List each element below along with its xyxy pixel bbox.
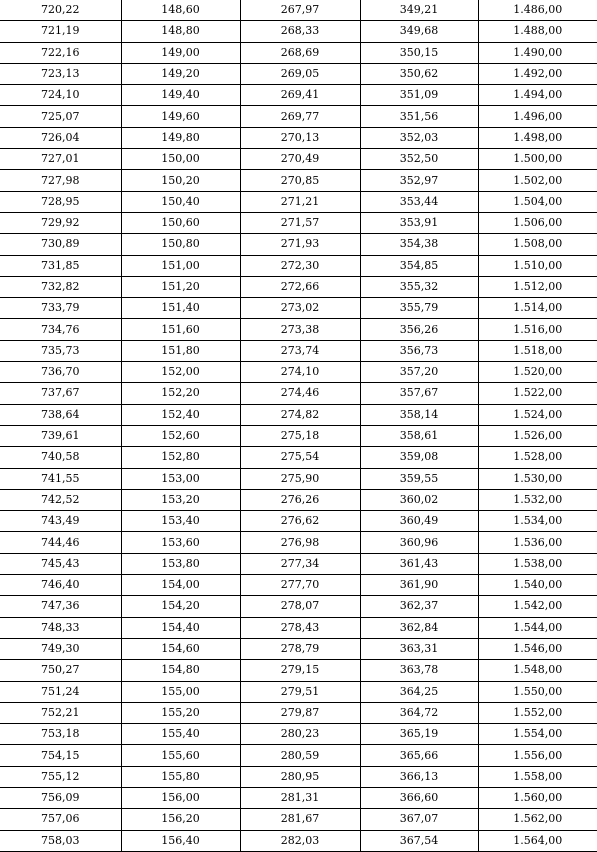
table-cell-col-0: 754,15 (0, 745, 121, 766)
table-cell-col-1: 156,40 (121, 830, 240, 851)
table-cell-col-4: 1.508,00 (478, 234, 597, 255)
table-cell-col-1: 149,40 (121, 85, 240, 106)
table-cell-col-4: 1.536,00 (478, 532, 597, 553)
table-cell-col-3: 361,43 (360, 553, 478, 574)
table-row (0, 234, 597, 255)
table-cell-col-2: 275,90 (240, 468, 360, 489)
table-cell-col-0: 756,09 (0, 787, 121, 808)
table-cell-col-0: 720,22 (0, 0, 121, 21)
table-cell-col-3: 351,56 (360, 106, 478, 127)
table-cell-col-4: 1.518,00 (478, 340, 597, 361)
table-row (0, 830, 597, 851)
table-cell-col-0: 751,24 (0, 681, 121, 702)
table-cell-col-3: 357,20 (360, 362, 478, 383)
table-cell-col-0: 750,27 (0, 660, 121, 681)
table-row (0, 319, 597, 340)
table-cell-col-4: 1.524,00 (478, 404, 597, 425)
table-cell-col-1: 156,20 (121, 809, 240, 830)
table-cell-col-3: 360,96 (360, 532, 478, 553)
table-cell-col-3: 362,37 (360, 596, 478, 617)
table-cell-col-1: 151,00 (121, 255, 240, 276)
table-cell-col-4: 1.532,00 (478, 489, 597, 510)
table-cell-col-0: 726,04 (0, 127, 121, 148)
table-cell-col-1: 151,60 (121, 319, 240, 340)
table-cell-col-4: 1.486,00 (478, 0, 597, 21)
table-cell-col-1: 151,80 (121, 340, 240, 361)
table-cell-col-3: 354,85 (360, 255, 478, 276)
table-row (0, 553, 597, 574)
table-cell-col-0: 749,30 (0, 638, 121, 659)
table-cell-col-3: 356,26 (360, 319, 478, 340)
table-cell-col-2: 277,70 (240, 575, 360, 596)
table-cell-col-3: 350,62 (360, 63, 478, 84)
table-row (0, 276, 597, 297)
table-cell-col-1: 153,60 (121, 532, 240, 553)
table-row (0, 766, 597, 787)
table-row (0, 511, 597, 532)
table-row (0, 191, 597, 212)
table-row (0, 489, 597, 510)
table-cell-col-1: 152,20 (121, 383, 240, 404)
table-cell-col-2: 267,97 (240, 0, 360, 21)
table-row (0, 63, 597, 84)
table-cell-col-4: 1.534,00 (478, 511, 597, 532)
table-cell-col-0: 737,67 (0, 383, 121, 404)
table-cell-col-3: 358,14 (360, 404, 478, 425)
table-cell-col-1: 155,00 (121, 681, 240, 702)
table-cell-col-1: 155,60 (121, 745, 240, 766)
table-cell-col-3: 367,54 (360, 830, 478, 851)
table-cell-col-2: 269,77 (240, 106, 360, 127)
table-cell-col-3: 356,73 (360, 340, 478, 361)
table-cell-col-0: 739,61 (0, 425, 121, 446)
table-cell-col-3: 350,15 (360, 42, 478, 63)
table-row (0, 425, 597, 446)
table-cell-col-0: 752,21 (0, 702, 121, 723)
table-cell-col-4: 1.526,00 (478, 425, 597, 446)
table-cell-col-4: 1.490,00 (478, 42, 597, 63)
table-cell-col-1: 152,80 (121, 447, 240, 468)
table-cell-col-2: 278,07 (240, 596, 360, 617)
table-row (0, 170, 597, 191)
table-cell-col-0: 723,13 (0, 63, 121, 84)
table-cell-col-3: 351,09 (360, 85, 478, 106)
table-cell-col-0: 758,03 (0, 830, 121, 851)
table-cell-col-4: 1.504,00 (478, 191, 597, 212)
table-cell-col-1: 152,00 (121, 362, 240, 383)
table-cell-col-3: 355,32 (360, 276, 478, 297)
table-cell-col-4: 1.530,00 (478, 468, 597, 489)
table-cell-col-2: 278,43 (240, 617, 360, 638)
table-cell-col-2: 280,95 (240, 766, 360, 787)
table-cell-col-2: 281,67 (240, 809, 360, 830)
table-cell-col-2: 278,79 (240, 638, 360, 659)
table-cell-col-4: 1.500,00 (478, 149, 597, 170)
table-cell-col-2: 273,74 (240, 340, 360, 361)
table-cell-col-2: 276,62 (240, 511, 360, 532)
table-cell-col-1: 154,00 (121, 575, 240, 596)
table-cell-col-1: 153,00 (121, 468, 240, 489)
table-cell-col-0: 724,10 (0, 85, 121, 106)
table-cell-col-2: 274,82 (240, 404, 360, 425)
table-cell-col-3: 349,68 (360, 21, 478, 42)
table-cell-col-0: 738,64 (0, 404, 121, 425)
table-cell-col-1: 148,60 (121, 0, 240, 21)
table-cell-col-1: 148,80 (121, 21, 240, 42)
table-row (0, 255, 597, 276)
table-cell-col-3: 365,19 (360, 724, 478, 745)
table-cell-col-3: 353,91 (360, 212, 478, 233)
table-row (0, 0, 597, 21)
table-cell-col-0: 731,85 (0, 255, 121, 276)
table-cell-col-0: 727,01 (0, 149, 121, 170)
table-cell-col-4: 1.542,00 (478, 596, 597, 617)
table-cell-col-3: 366,60 (360, 787, 478, 808)
table-cell-col-4: 1.560,00 (478, 787, 597, 808)
table-row (0, 127, 597, 148)
table-cell-col-2: 271,93 (240, 234, 360, 255)
table-cell-col-1: 149,00 (121, 42, 240, 63)
table-cell-col-2: 270,85 (240, 170, 360, 191)
table-cell-col-1: 150,00 (121, 149, 240, 170)
table-cell-col-0: 732,82 (0, 276, 121, 297)
table-cell-col-3: 358,61 (360, 425, 478, 446)
table-cell-col-2: 279,87 (240, 702, 360, 723)
table-cell-col-4: 1.562,00 (478, 809, 597, 830)
table-cell-col-1: 154,60 (121, 638, 240, 659)
table-cell-col-1: 152,40 (121, 404, 240, 425)
table-cell-col-0: 755,12 (0, 766, 121, 787)
table-cell-col-0: 745,43 (0, 553, 121, 574)
table-cell-col-3: 367,07 (360, 809, 478, 830)
table-cell-col-2: 269,05 (240, 63, 360, 84)
table-cell-col-3: 359,08 (360, 447, 478, 468)
table-cell-col-4: 1.548,00 (478, 660, 597, 681)
table-cell-col-2: 275,54 (240, 447, 360, 468)
table-row (0, 106, 597, 127)
table-cell-col-4: 1.554,00 (478, 724, 597, 745)
table-cell-col-2: 282,03 (240, 830, 360, 851)
table-row (0, 212, 597, 233)
table-cell-col-2: 268,69 (240, 42, 360, 63)
table-cell-col-3: 359,55 (360, 468, 478, 489)
table-cell-col-0: 734,76 (0, 319, 121, 340)
table-cell-col-4: 1.516,00 (478, 319, 597, 340)
table-cell-col-1: 151,20 (121, 276, 240, 297)
table-cell-col-3: 354,38 (360, 234, 478, 255)
table-row (0, 702, 597, 723)
table-cell-col-3: 352,97 (360, 170, 478, 191)
table-cell-col-1: 149,20 (121, 63, 240, 84)
table-cell-col-2: 273,38 (240, 319, 360, 340)
table-cell-col-0: 727,98 (0, 170, 121, 191)
table-cell-col-0: 725,07 (0, 106, 121, 127)
table-cell-col-0: 744,46 (0, 532, 121, 553)
table-cell-col-0: 746,40 (0, 575, 121, 596)
table-cell-col-4: 1.514,00 (478, 298, 597, 319)
table-row (0, 447, 597, 468)
table-cell-col-4: 1.502,00 (478, 170, 597, 191)
table-cell-col-2: 274,10 (240, 362, 360, 383)
table-cell-col-4: 1.550,00 (478, 681, 597, 702)
table-cell-col-0: 729,92 (0, 212, 121, 233)
table-cell-col-3: 360,49 (360, 511, 478, 532)
table-cell-col-1: 153,80 (121, 553, 240, 574)
table-cell-col-2: 269,41 (240, 85, 360, 106)
table-cell-col-2: 274,46 (240, 383, 360, 404)
table-cell-col-0: 748,33 (0, 617, 121, 638)
table-cell-col-1: 150,80 (121, 234, 240, 255)
table-cell-col-1: 156,00 (121, 787, 240, 808)
table-cell-col-2: 276,26 (240, 489, 360, 510)
table-cell-col-1: 151,40 (121, 298, 240, 319)
table-row (0, 362, 597, 383)
table-cell-col-4: 1.498,00 (478, 127, 597, 148)
table-cell-col-2: 279,51 (240, 681, 360, 702)
table-cell-col-0: 736,70 (0, 362, 121, 383)
table-row (0, 21, 597, 42)
table-row (0, 42, 597, 63)
table-cell-col-4: 1.556,00 (478, 745, 597, 766)
table-cell-col-0: 721,19 (0, 21, 121, 42)
table-row (0, 596, 597, 617)
table-cell-col-4: 1.520,00 (478, 362, 597, 383)
table-row (0, 383, 597, 404)
table-cell-col-1: 155,80 (121, 766, 240, 787)
table-cell-col-2: 276,98 (240, 532, 360, 553)
table-cell-col-2: 268,33 (240, 21, 360, 42)
table-cell-col-0: 742,52 (0, 489, 121, 510)
table-row (0, 724, 597, 745)
table-cell-col-1: 153,20 (121, 489, 240, 510)
table-cell-col-4: 1.544,00 (478, 617, 597, 638)
table-cell-col-2: 279,15 (240, 660, 360, 681)
table-row (0, 149, 597, 170)
table-cell-col-2: 273,02 (240, 298, 360, 319)
table-cell-col-3: 365,66 (360, 745, 478, 766)
table-cell-col-4: 1.564,00 (478, 830, 597, 851)
table-cell-col-0: 733,79 (0, 298, 121, 319)
table-row (0, 404, 597, 425)
table-cell-col-1: 154,20 (121, 596, 240, 617)
table-cell-col-4: 1.492,00 (478, 63, 597, 84)
table-row (0, 617, 597, 638)
table-cell-col-3: 355,79 (360, 298, 478, 319)
table-row (0, 298, 597, 319)
table-cell-col-0: 741,55 (0, 468, 121, 489)
table-cell-col-4: 1.506,00 (478, 212, 597, 233)
table-cell-col-4: 1.512,00 (478, 276, 597, 297)
table-cell-col-3: 352,03 (360, 127, 478, 148)
table-cell-col-0: 728,95 (0, 191, 121, 212)
table-row (0, 660, 597, 681)
table-row (0, 681, 597, 702)
table-cell-col-2: 280,23 (240, 724, 360, 745)
table-cell-col-3: 349,21 (360, 0, 478, 21)
table-cell-col-1: 153,40 (121, 511, 240, 532)
table-cell-col-0: 753,18 (0, 724, 121, 745)
table-cell-col-4: 1.522,00 (478, 383, 597, 404)
table-cell-col-4: 1.540,00 (478, 575, 597, 596)
table-cell-col-3: 363,78 (360, 660, 478, 681)
table-cell-col-2: 271,57 (240, 212, 360, 233)
table-cell-col-2: 270,13 (240, 127, 360, 148)
table-cell-col-4: 1.510,00 (478, 255, 597, 276)
table-cell-col-1: 152,60 (121, 425, 240, 446)
table-cell-col-3: 352,50 (360, 149, 478, 170)
table-row (0, 340, 597, 361)
table-row (0, 638, 597, 659)
table-row (0, 532, 597, 553)
table-cell-col-3: 366,13 (360, 766, 478, 787)
table-cell-col-4: 1.494,00 (478, 85, 597, 106)
table-cell-col-1: 155,40 (121, 724, 240, 745)
table-cell-col-4: 1.488,00 (478, 21, 597, 42)
table-cell-col-1: 154,40 (121, 617, 240, 638)
table-cell-col-0: 757,06 (0, 809, 121, 830)
table-cell-col-2: 281,31 (240, 787, 360, 808)
table-cell-col-2: 271,21 (240, 191, 360, 212)
table-cell-col-0: 735,73 (0, 340, 121, 361)
table-cell-col-2: 270,49 (240, 149, 360, 170)
table-cell-col-1: 155,20 (121, 702, 240, 723)
table-cell-col-3: 363,31 (360, 638, 478, 659)
table-cell-col-0: 730,89 (0, 234, 121, 255)
table-cell-col-4: 1.546,00 (478, 638, 597, 659)
table-cell-col-1: 150,60 (121, 212, 240, 233)
table-row (0, 787, 597, 808)
table-cell-col-4: 1.528,00 (478, 447, 597, 468)
table-cell-col-2: 275,18 (240, 425, 360, 446)
table-cell-col-2: 277,34 (240, 553, 360, 574)
table-cell-col-1: 150,40 (121, 191, 240, 212)
table-cell-col-0: 722,16 (0, 42, 121, 63)
table-cell-col-0: 747,36 (0, 596, 121, 617)
table-row (0, 85, 597, 106)
table-row (0, 745, 597, 766)
table-cell-col-4: 1.558,00 (478, 766, 597, 787)
table-cell-col-4: 1.552,00 (478, 702, 597, 723)
table-cell-col-1: 150,20 (121, 170, 240, 191)
table-cell-col-2: 280,59 (240, 745, 360, 766)
table-cell-col-1: 154,80 (121, 660, 240, 681)
table-cell-col-2: 272,30 (240, 255, 360, 276)
table-cell-col-0: 740,58 (0, 447, 121, 468)
table-cell-col-3: 360,02 (360, 489, 478, 510)
table-cell-col-3: 357,67 (360, 383, 478, 404)
table-cell-col-3: 361,90 (360, 575, 478, 596)
table-cell-col-1: 149,60 (121, 106, 240, 127)
table-cell-col-3: 364,25 (360, 681, 478, 702)
table-cell-col-3: 362,84 (360, 617, 478, 638)
table-cell-col-0: 743,49 (0, 511, 121, 532)
table-row (0, 809, 597, 830)
table-cell-col-4: 1.496,00 (478, 106, 597, 127)
table-cell-col-3: 353,44 (360, 191, 478, 212)
table-cell-col-4: 1.538,00 (478, 553, 597, 574)
table-row (0, 575, 597, 596)
table-row (0, 468, 597, 489)
table-cell-col-2: 272,66 (240, 276, 360, 297)
table-cell-col-3: 364,72 (360, 702, 478, 723)
table-cell-col-1: 149,80 (121, 127, 240, 148)
